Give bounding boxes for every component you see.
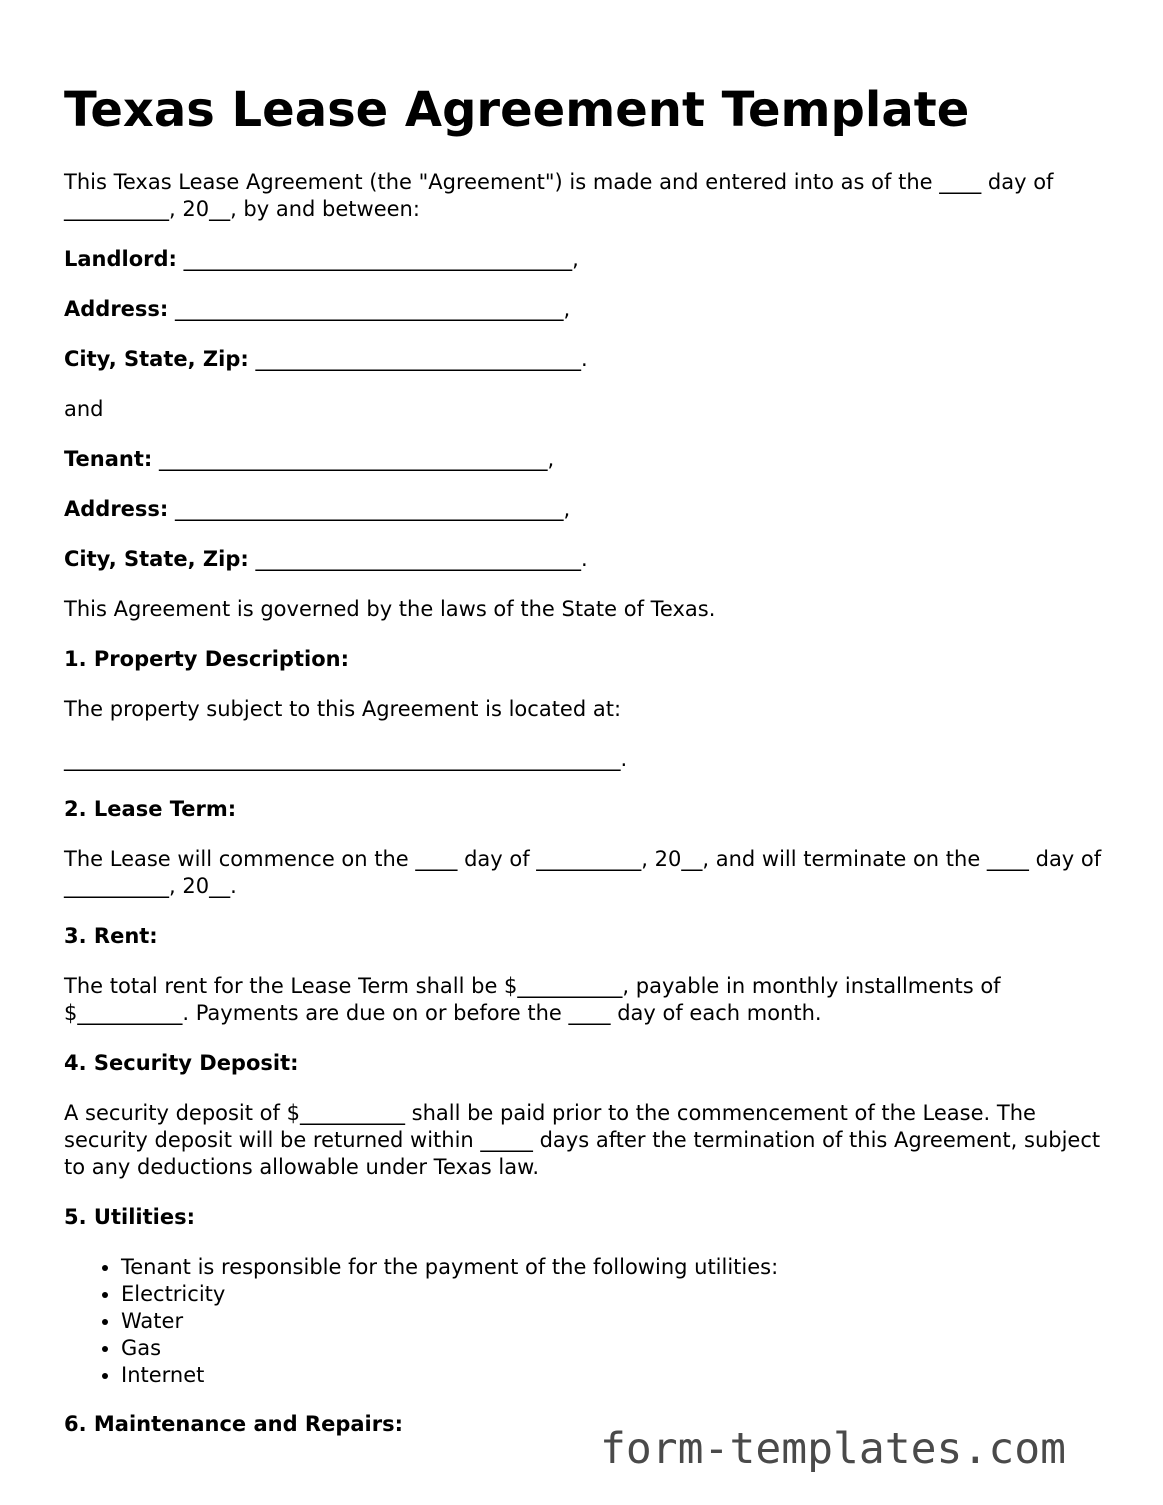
section-heading-rent: 3. Rent: xyxy=(64,924,158,948)
landlord-name-line xyxy=(64,246,1104,273)
landlord-address-label: Address: xyxy=(64,297,169,321)
security-deposit-text: A security deposit of $__________ shall be paid prior to the commencement of the Lease. The security deposit will be returned within _____ days after the termination of this Agreement, subject to any deductions allowable under Texas law. xyxy=(64,1101,1101,1179)
intro-paragraph: This Texas Lease Agreement (the "Agreement") is made and entered into as of the ____ day of __________, 20__, by and between: xyxy=(64,170,1054,221)
list-item: • Water xyxy=(121,1308,1104,1335)
lease-term-text: The Lease will commence on the ____ day of __________, 20__, and will terminate on the ____ day of __________, 20__. xyxy=(64,847,1102,898)
landlord-address-line xyxy=(64,296,1104,323)
document-title: Texas Lease Agreement Template xyxy=(64,82,970,138)
tenant-name-blank: _____________________________________, xyxy=(152,447,555,471)
landlord-name-label: Landlord: xyxy=(64,247,177,271)
watermark-text: form-templates.com xyxy=(600,1424,1066,1474)
section-heading-utilities: 5. Utilities: xyxy=(64,1205,195,1229)
landlord-city-line xyxy=(64,346,1104,373)
list-item: • Tenant is responsible for the payment of the following utilities: xyxy=(121,1254,1104,1281)
list-item: • Gas xyxy=(121,1335,1104,1362)
landlord-city-blank: _______________________________. xyxy=(248,347,588,371)
rent-text: The total rent for the Lease Term shall be $__________, payable in monthly installments of $__________. Payments are due on or before the ____ day of each month. xyxy=(64,974,1001,1025)
section-heading-lease-term: 2. Lease Term: xyxy=(64,797,237,821)
list-item: • Electricity xyxy=(121,1281,1104,1308)
document-page xyxy=(64,82,1104,1461)
section-heading-maintenance: 6. Maintenance and Repairs: xyxy=(64,1412,404,1436)
tenant-address-blank: _____________________________________, xyxy=(168,497,571,521)
and-text: and xyxy=(64,397,104,421)
property-text: The property subject to this Agreement is located at: xyxy=(64,697,622,721)
list-item: • Internet xyxy=(121,1362,1104,1389)
governing-law-text: This Agreement is governed by the laws of the State of Texas. xyxy=(64,597,716,621)
tenant-city-label: City, State, Zip: xyxy=(64,547,249,571)
section-heading-property: 1. Property Description: xyxy=(64,647,349,671)
tenant-name-line xyxy=(64,446,1104,473)
landlord-address-blank: _____________________________________, xyxy=(168,297,571,321)
tenant-city-line xyxy=(64,546,1104,573)
landlord-city-label: City, State, Zip: xyxy=(64,347,249,371)
section-heading-security-deposit: 4. Security Deposit: xyxy=(64,1051,299,1075)
landlord-name-blank: _____________________________________, xyxy=(176,247,579,271)
utilities-list xyxy=(64,1254,1104,1389)
tenant-address-line xyxy=(64,496,1104,523)
tenant-address-label: Address: xyxy=(64,497,169,521)
tenant-name-label: Tenant: xyxy=(64,447,153,471)
property-blank: _____________________________________________________. xyxy=(64,747,628,771)
tenant-city-blank: _______________________________. xyxy=(248,547,588,571)
